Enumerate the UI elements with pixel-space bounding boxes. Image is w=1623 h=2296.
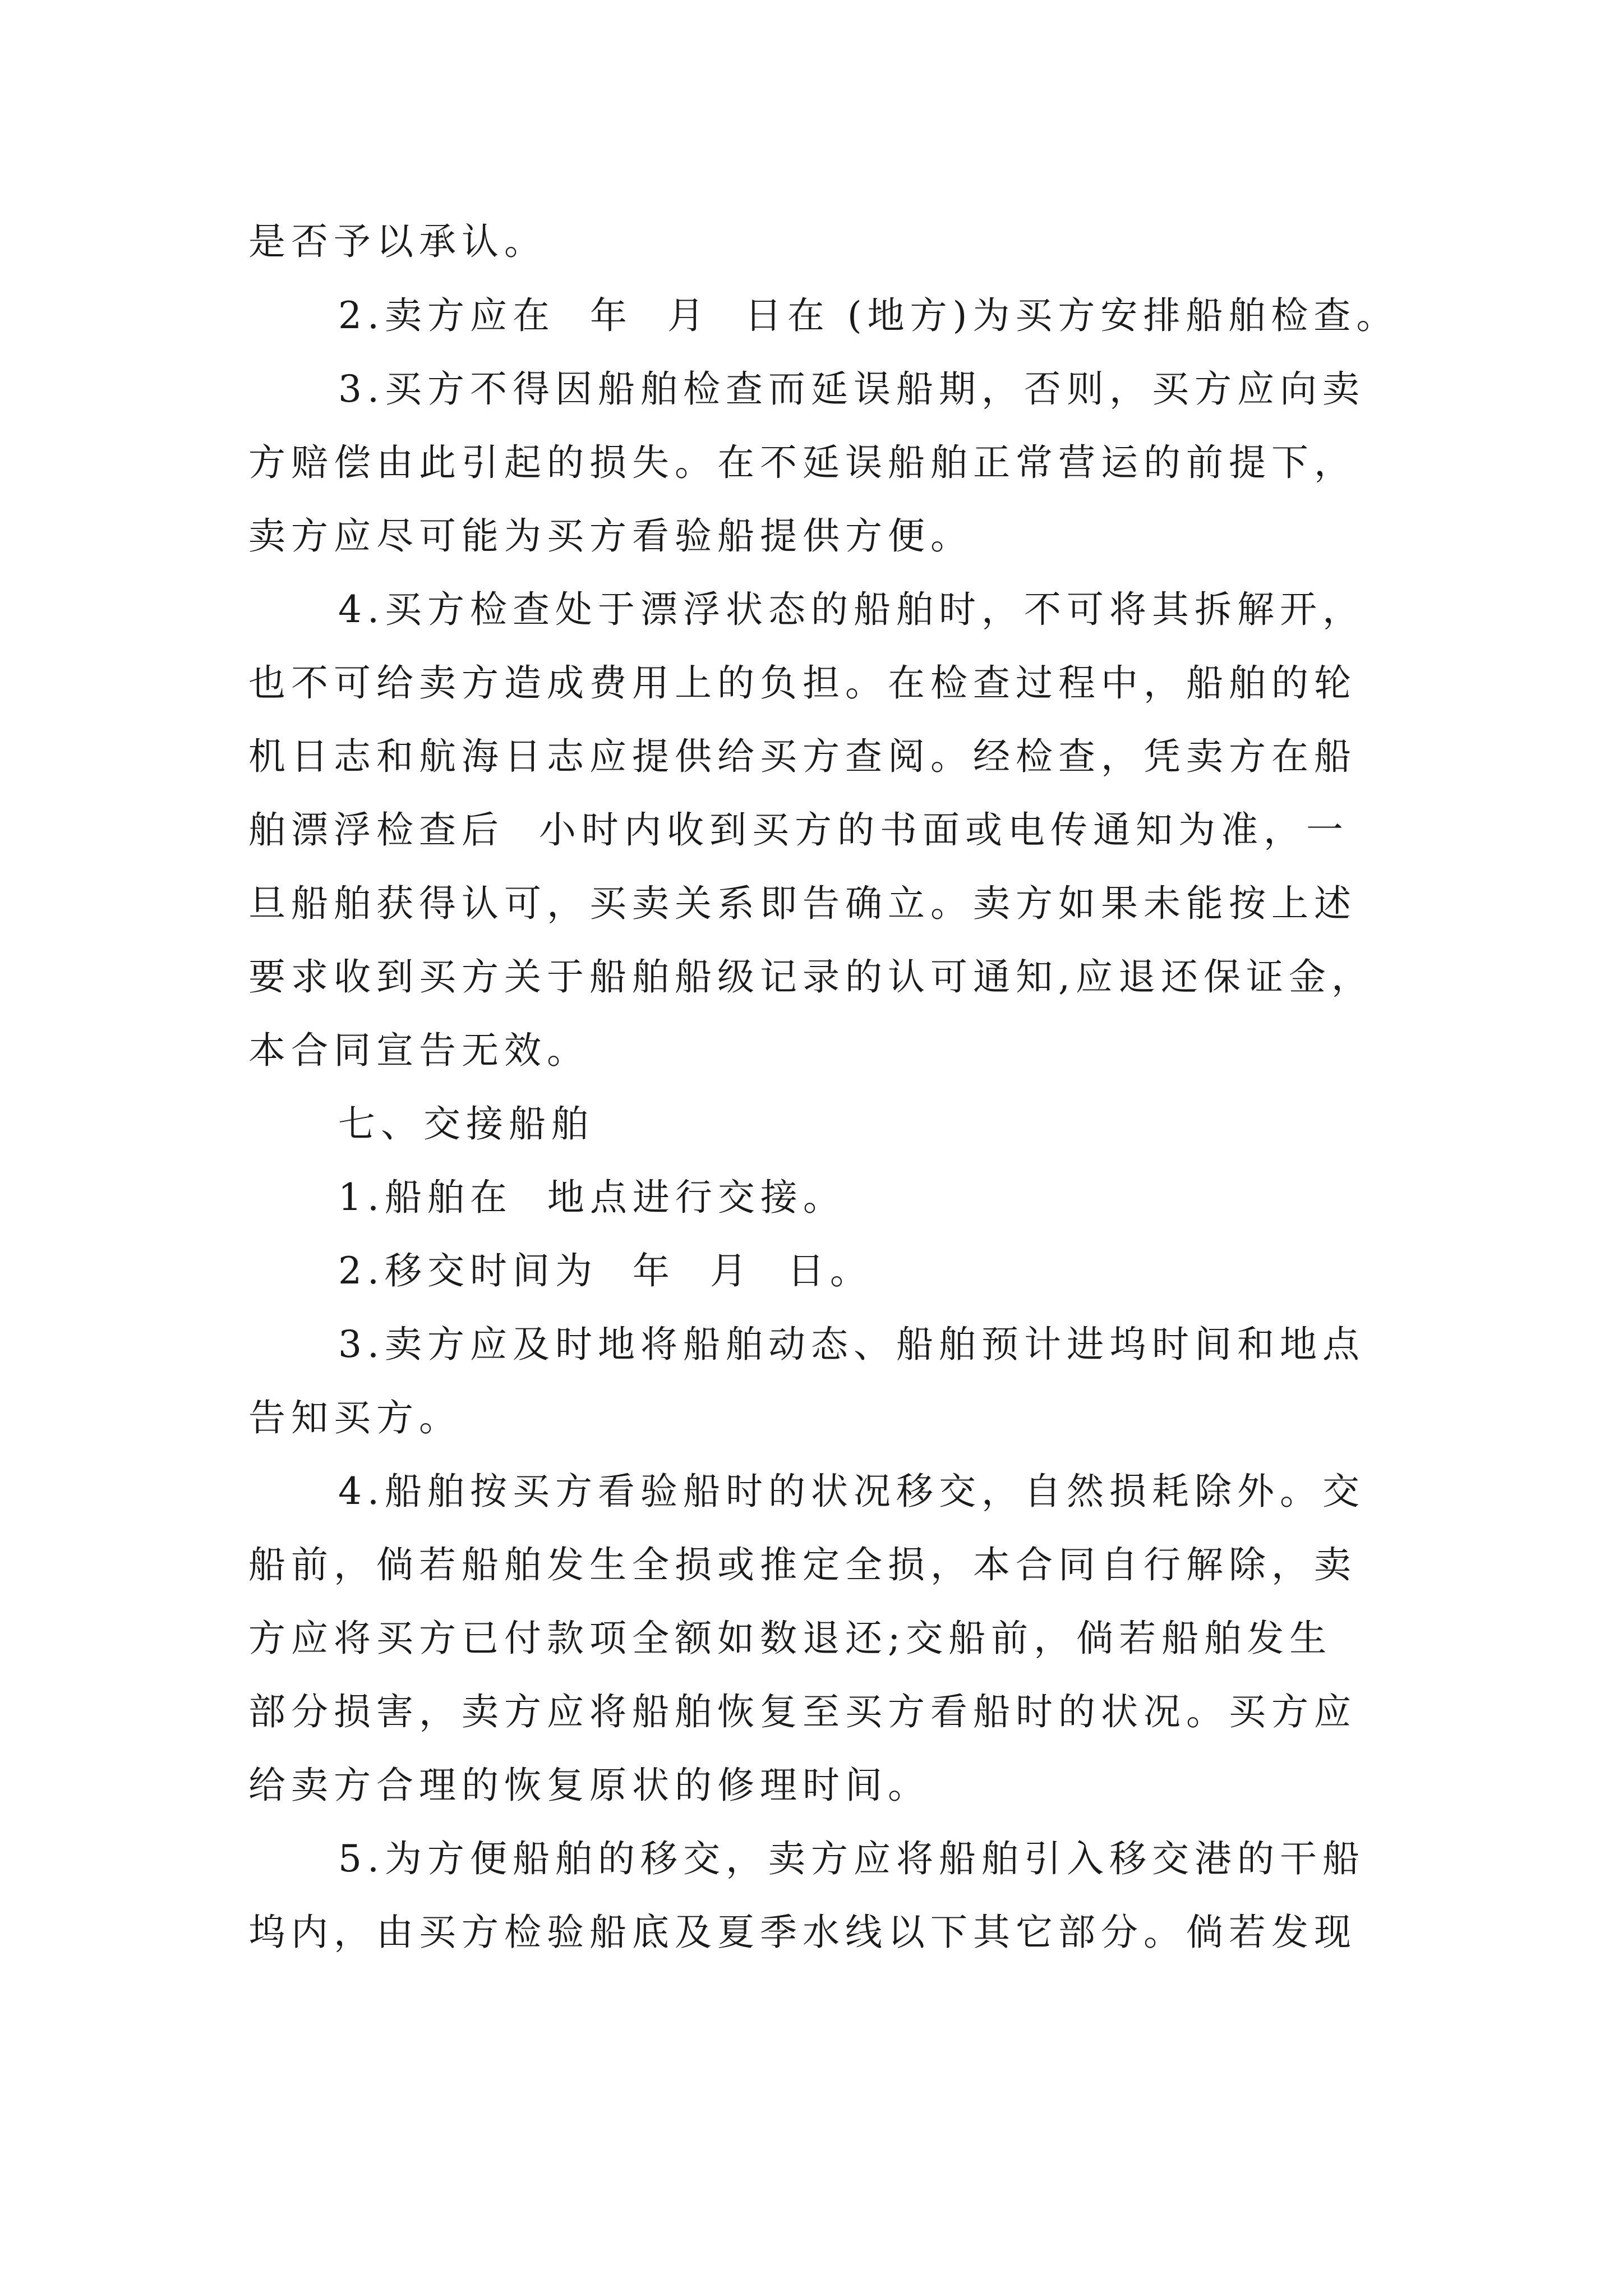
- text-line: 4.船舶按买方看验船时的状况移交，自然损耗除外。交: [338, 1470, 1365, 1513]
- text-line: 5.为方便船舶的移交，卖方应将船舶引入移交港的干船: [338, 1837, 1365, 1880]
- text-line: 坞内，由买方检验船底及夏季水线以下其它部分。倘若发现: [248, 1911, 1357, 1954]
- text-line: 旦船舶获得认可，买卖关系即告确立。卖方如果未能按上述: [248, 882, 1357, 925]
- text-line: 是否予以承认。: [248, 220, 547, 263]
- text-line: 2.移交时间为 年 月 日。: [338, 1249, 873, 1292]
- text-line: 3.卖方应及时地将船舶动态、船舶预计进坞时间和地点: [338, 1323, 1365, 1366]
- text-line: 告知买方。: [248, 1396, 462, 1439]
- text-line: 也不可给卖方造成费用上的负担。在检查过程中，船舶的轮: [248, 661, 1357, 705]
- text-line: 方赔偿由此引起的损失。在不延误船舶正常营运的前提下，: [248, 441, 1357, 484]
- text-line: 方应将买方已付款项全额如数退还;交船前，倘若船舶发生: [248, 1617, 1332, 1660]
- section-heading: 七、交接船舶: [338, 1102, 594, 1145]
- text-line: 4.买方检查处于漂浮状态的船舶时，不可将其拆解开，: [338, 588, 1365, 631]
- text-line: 舶漂浮检查后 小时内收到买方的书面或电传通知为准，一: [248, 808, 1349, 852]
- text-line: 给卖方合理的恢复原状的修理时间。: [248, 1764, 930, 1807]
- text-line: 要求收到买方关于船舶船级记录的认可通知,应退还保证金，: [248, 955, 1374, 999]
- text-line: 1.船舶在 地点进行交接。: [338, 1176, 846, 1219]
- text-line: 本合同宣告无效。: [248, 1029, 589, 1072]
- text-line: 部分损害，卖方应将船舶恢复至买方看船时的状况。买方应: [248, 1690, 1357, 1733]
- text-line: 船前，倘若船舶发生全损或推定全损，本合同自行解除，卖: [248, 1543, 1357, 1586]
- text-line: 机日志和航海日志应提供给买方查阅。经检查，凭卖方在船: [248, 735, 1357, 778]
- text-line: 卖方应尽可能为买方看验船提供方便。: [248, 514, 973, 558]
- text-line: 3.买方不得因船舶检查而延误船期，否则，买方应向卖: [338, 367, 1365, 411]
- text-line: 2.卖方应在 年 月 日在 (地方)为买方安排船舶检查。: [338, 294, 1399, 337]
